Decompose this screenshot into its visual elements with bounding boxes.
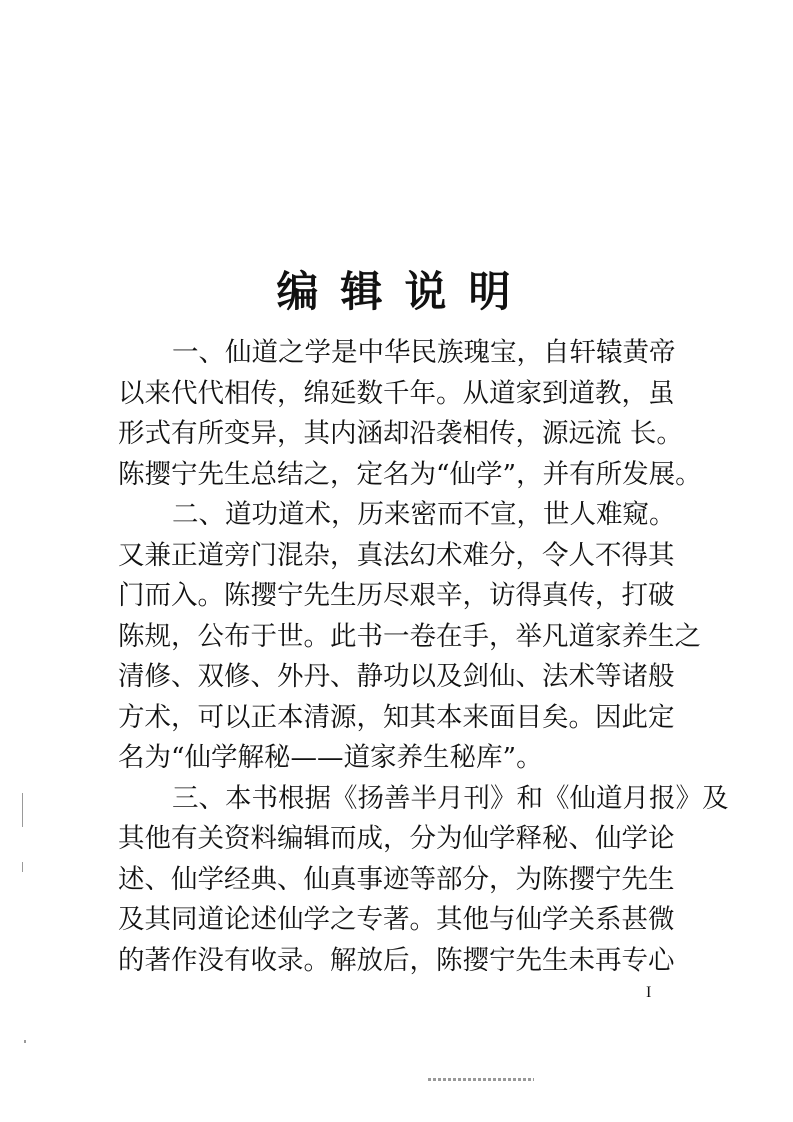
paragraph-line: 陈规，公布于世。此书一卷在手，举凡道家养生之: [118, 620, 701, 652]
paragraph-line: 及其同道论述仙学之专著。其他与仙学关系甚微: [118, 904, 675, 935]
paragraph-line: 方术，可以正本清源，知其本来面目矣。因此定: [118, 701, 675, 733]
paragraph-line: 三、本书根据《扬善半月刊》和《仙道月报》及: [172, 782, 729, 814]
paragraph-line: 门而入。陈撄宁先生历尽艰辛，访得真传，打破: [118, 580, 675, 611]
paragraph-line: 二、道功道术，历来密而不宣，世人难窥。: [172, 499, 676, 530]
paragraph-line: 清修、双修、外丹、静功以及剑仙、法术等诸般: [118, 661, 675, 692]
page-number: I: [646, 984, 652, 1001]
paragraph-line: 述、仙学经典、仙真事迹等部分，为陈撄宁先生: [118, 863, 675, 895]
paragraph-line: 一、仙道之学是中华民族瑰宝，自轩辕黄帝: [172, 337, 676, 368]
body-text: [118, 333, 729, 981]
paragraph-line: 形式有所变异，其内涵却沿袭相传，源远流 长。: [118, 418, 683, 449]
scan-artifact: [22, 793, 23, 827]
paragraph-line: 以来代代相传，绵延数千年。从道家到道教，虽: [118, 377, 675, 409]
paragraph-line: 名为“仙学解秘——道家养生秘库”。: [118, 742, 543, 773]
paragraph-line: 又兼正道旁门混杂，真法幻术难分，令人不得其: [118, 539, 675, 571]
scan-artifact: [428, 1078, 534, 1081]
scan-artifact: [22, 862, 23, 872]
paragraph-line: 其他有关资料编辑而成，分为仙学释秘、仙学论: [118, 823, 675, 854]
page-title: 编辑说明: [276, 267, 533, 317]
paragraph-line: 的著作没有收录。解放后，陈撄宁先生未再专心: [118, 944, 675, 976]
paragraph-line: 陈撄宁先生总结之，定名为“仙学”，并有所发展。: [118, 458, 702, 490]
scan-artifact: [24, 1040, 26, 1043]
